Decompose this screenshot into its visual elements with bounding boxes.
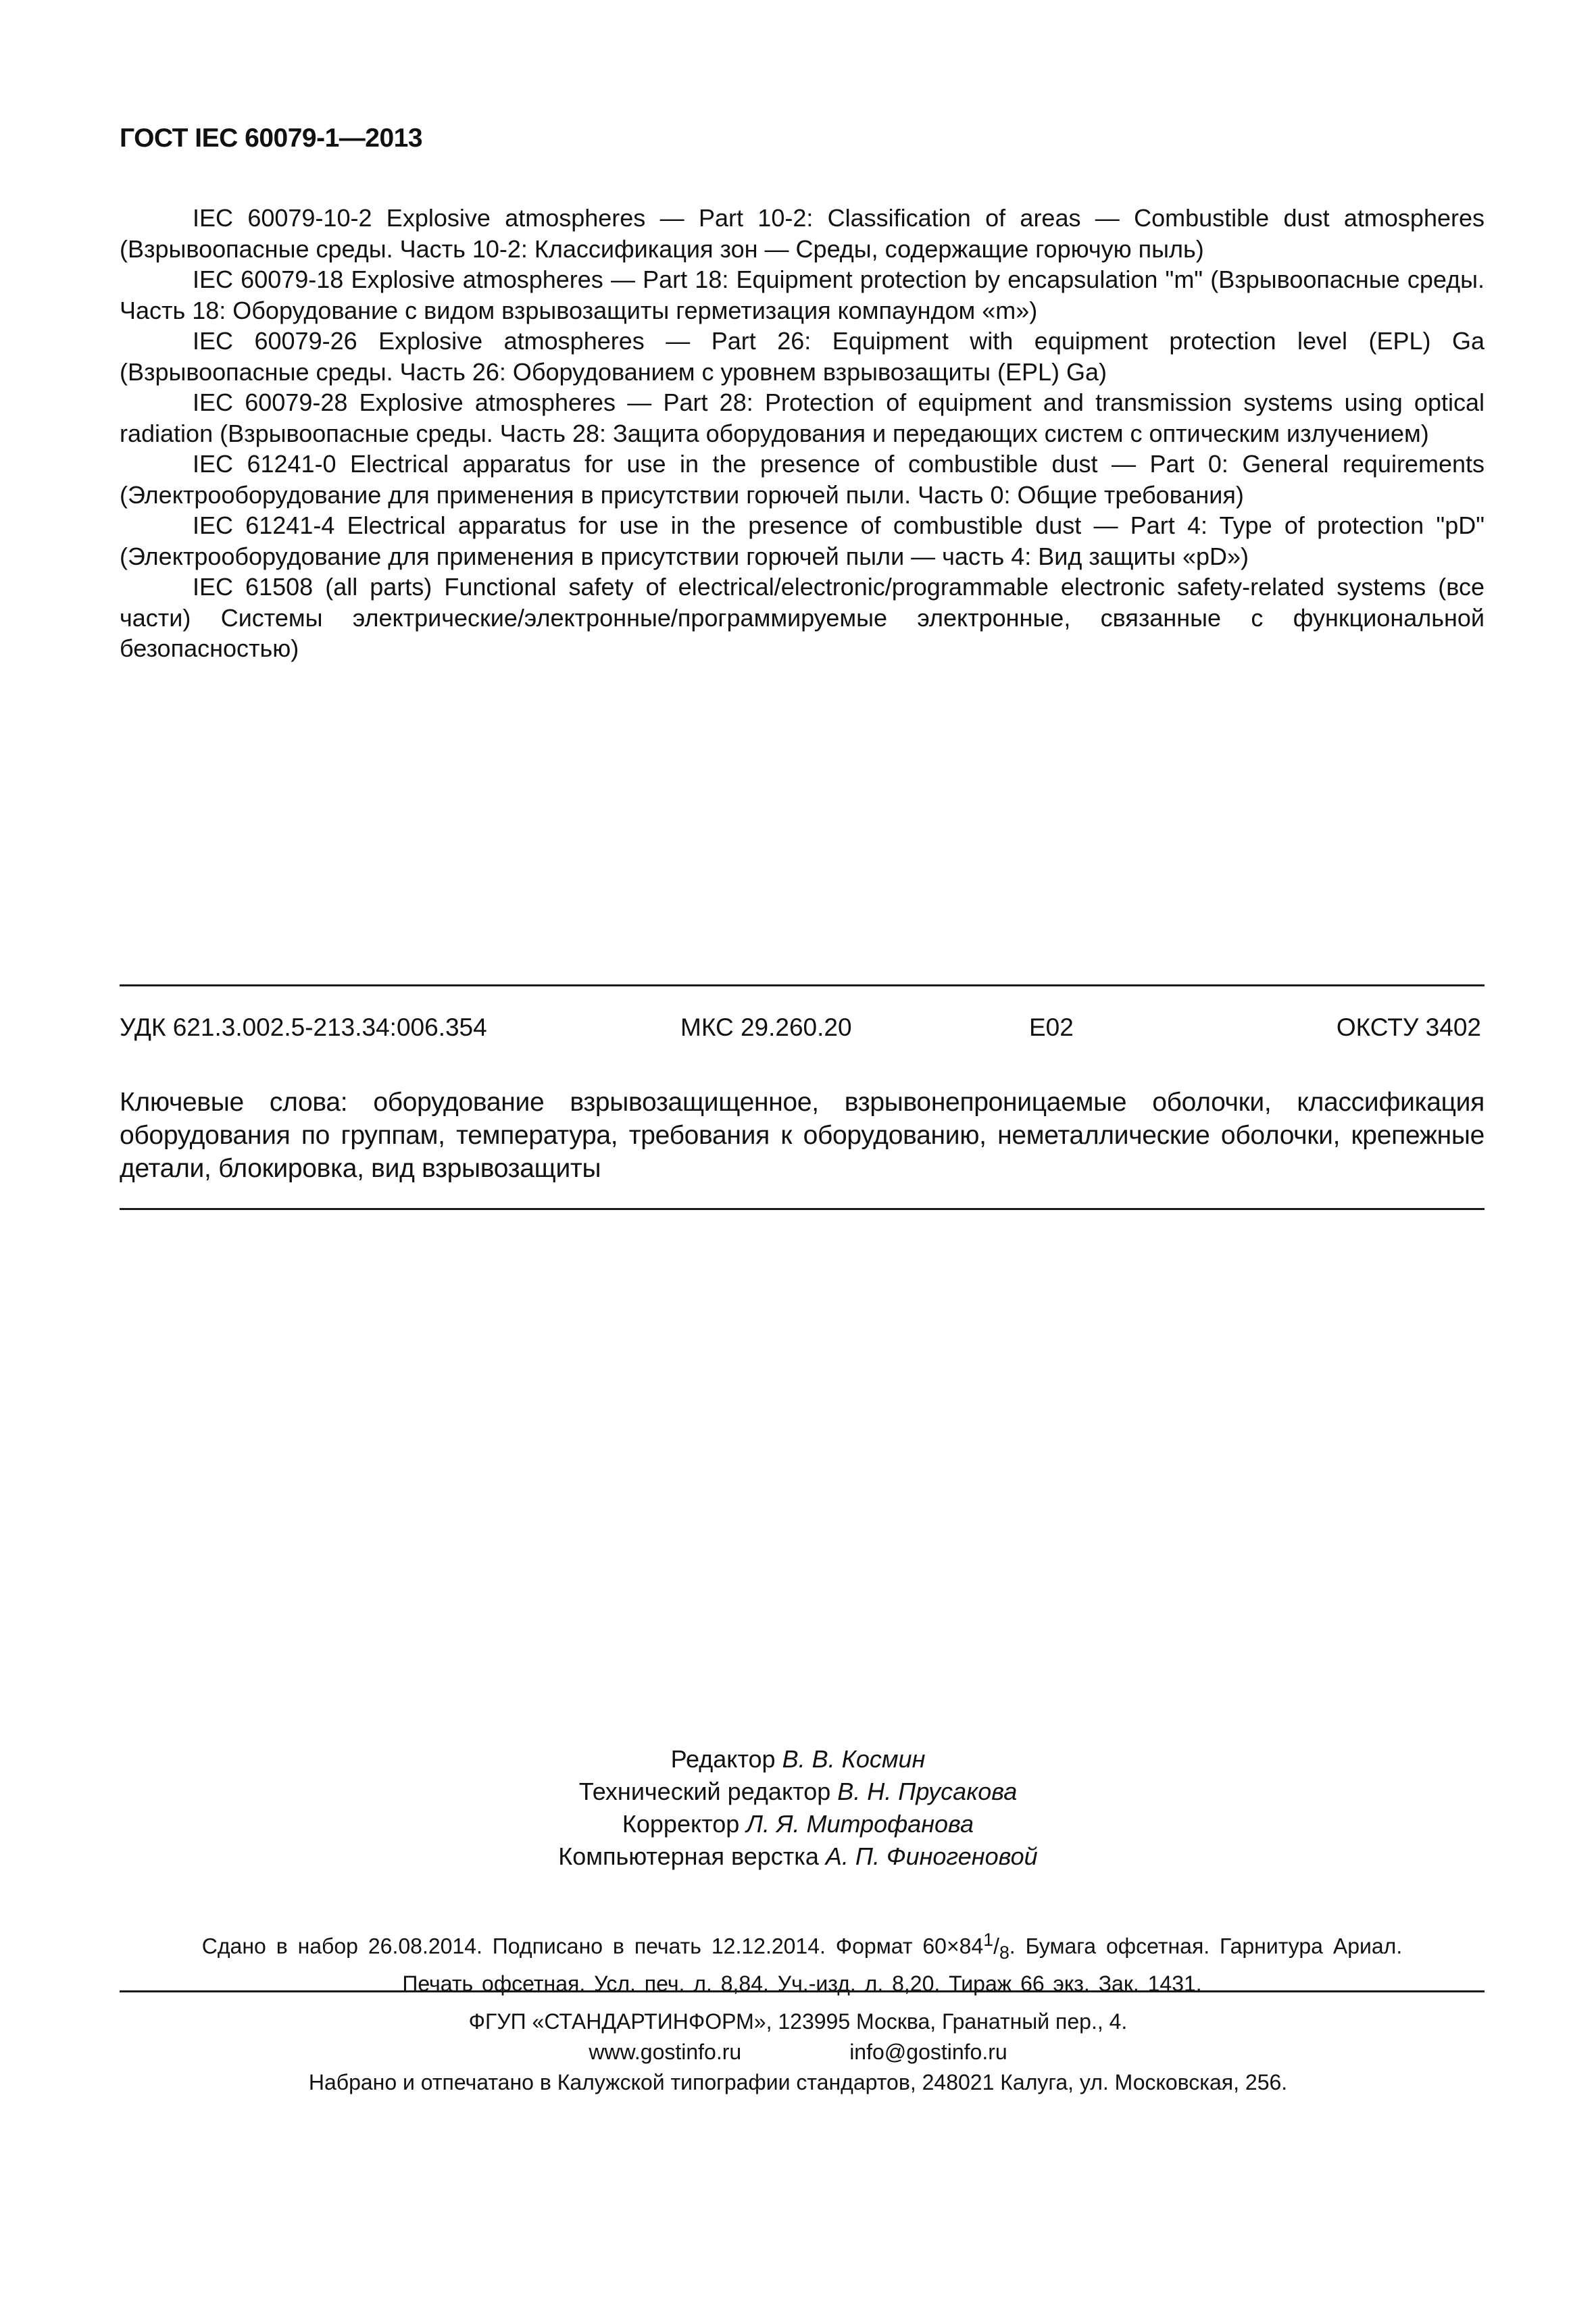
- staff-role: Корректор: [622, 1810, 740, 1838]
- publisher-contacts: [0, 2037, 1596, 2067]
- document-code-header: ГОСТ IEC 60079-1—2013: [120, 124, 423, 153]
- staff-name: А. П. Финогеновой: [825, 1842, 1038, 1870]
- website-link[interactable]: www.gostinfo.ru: [589, 2040, 742, 2064]
- staff-name: В. Н. Прусакова: [837, 1778, 1018, 1805]
- email-link[interactable]: info@gostinfo.ru: [849, 2040, 1007, 2064]
- classification-codes: [120, 1013, 1485, 1047]
- reference-item: IEC 60079-28 Explosive atmospheres — Part 28: Protection of equipment and transmission systems using optical radiation (Взрывоопасные среды. Часть 28: Защита оборудования и передающих систем с оптическим излучением): [120, 388, 1485, 447]
- okstu-code: ОКСТУ 3402: [1336, 1013, 1481, 1041]
- staff-line-technical-editor: [0, 1776, 1596, 1808]
- staff-name: В. В. Космин: [782, 1745, 926, 1773]
- printing-details: [120, 1924, 1485, 1999]
- divider-top: [120, 984, 1485, 986]
- reference-item: IEC 60079-18 Explosive atmospheres — Part 18: Equipment protection by encapsulation "m" (Взрывоопасные среды. Часть 18: Оборудование с видом взрывозащиты герметизация компаундом «m»): [120, 266, 1485, 324]
- editorial-staff: [0, 1743, 1596, 1873]
- staff-line-layout: [0, 1840, 1596, 1873]
- mks-code: МКС 29.260.20: [680, 1013, 852, 1041]
- divider-middle: [120, 1208, 1485, 1210]
- udk-code: УДК 621.3.002.5-213.34:006.354: [120, 1013, 487, 1041]
- publisher-footer: [0, 2007, 1596, 2098]
- normative-references-list: [120, 203, 1485, 664]
- keywords-paragraph: Ключевые слова: оборудование взрывозащищенное, взрывонепроницаемые оболочки, классификация оборудования по группам, температура, требования к оборудованию, неметаллические оболочки, крепежные детали, блокировка, вид взрывозащиты: [120, 1088, 1485, 1183]
- staff-name: Л. Я. Митрофанова: [746, 1810, 974, 1838]
- reference-item: IEC 61241-4 Electrical apparatus for use in the presence of combustible dust — Part 4: Type of protection "pD" (Электрооборудование для применения в присутствии горючей пыли — часть 4: Вид защиты «pD»): [120, 511, 1485, 570]
- reference-item: IEC 60079-10-2 Explosive atmospheres — Part 10-2: Classification of areas — Combustible dust atmospheres (Взрывоопасные среды. Часть 10-2: Классификация зон — Среды, содержащие горючую пыль): [120, 204, 1485, 263]
- staff-role: Редактор: [670, 1745, 776, 1773]
- format-fraction-numerator: 1: [983, 1930, 994, 1950]
- staff-line-proofreader: [0, 1808, 1596, 1840]
- reference-item: IEC 61508 (all parts) Functional safety of electrical/electronic/programmable electronic safety-related systems (все части) Системы электрические/электронные/программируемые электронные, связанные с функциональной безопасностью): [120, 573, 1485, 662]
- divider-bottom: [120, 1990, 1485, 1992]
- staff-role: Технический редактор: [578, 1778, 831, 1805]
- printing-details-line-2: Печать офсетная. Усл. печ. л. 8,84. Уч.-изд. л. 8,20. Тираж 66 экз. Зак. 1431.: [402, 1971, 1202, 1996]
- reference-item: IEC 61241-0 Electrical apparatus for use in the presence of combustible dust — Part 0: General requirements (Электрооборудование для применения в присутствии горючей пыли. Часть 0: Общие требования): [120, 450, 1485, 509]
- category-code: E02: [1029, 1013, 1074, 1041]
- staff-role: Компьютерная верстка: [558, 1842, 819, 1870]
- format-fraction-denominator: 8: [999, 1942, 1009, 1963]
- printing-details-line-1: Сдано в набор 26.08.2014. Подписано в печать 12.12.2014. Формат $60\times 84^1/_8$. Бумага офсетная. Гарнитура Ариал.: [201, 1930, 1403, 1963]
- reference-item: IEC 60079-26 Explosive atmospheres — Part 26: Equipment with equipment protection level (EPL) Ga (Взрывоопасные среды. Часть 26: Оборудованием с уровнем взрывозащиты (EPL) Ga): [120, 327, 1485, 386]
- publisher-address: ФГУП «СТАНДАРТИНФОРМ», 123995 Москва, Гранатный пер., 4.: [468, 2009, 1128, 2034]
- printing-house: Набрано и отпечатано в Калужской типографии стандартов, 248021 Калуга, ул. Московская, 256.: [308, 2070, 1288, 2094]
- staff-line-editor: [0, 1743, 1596, 1776]
